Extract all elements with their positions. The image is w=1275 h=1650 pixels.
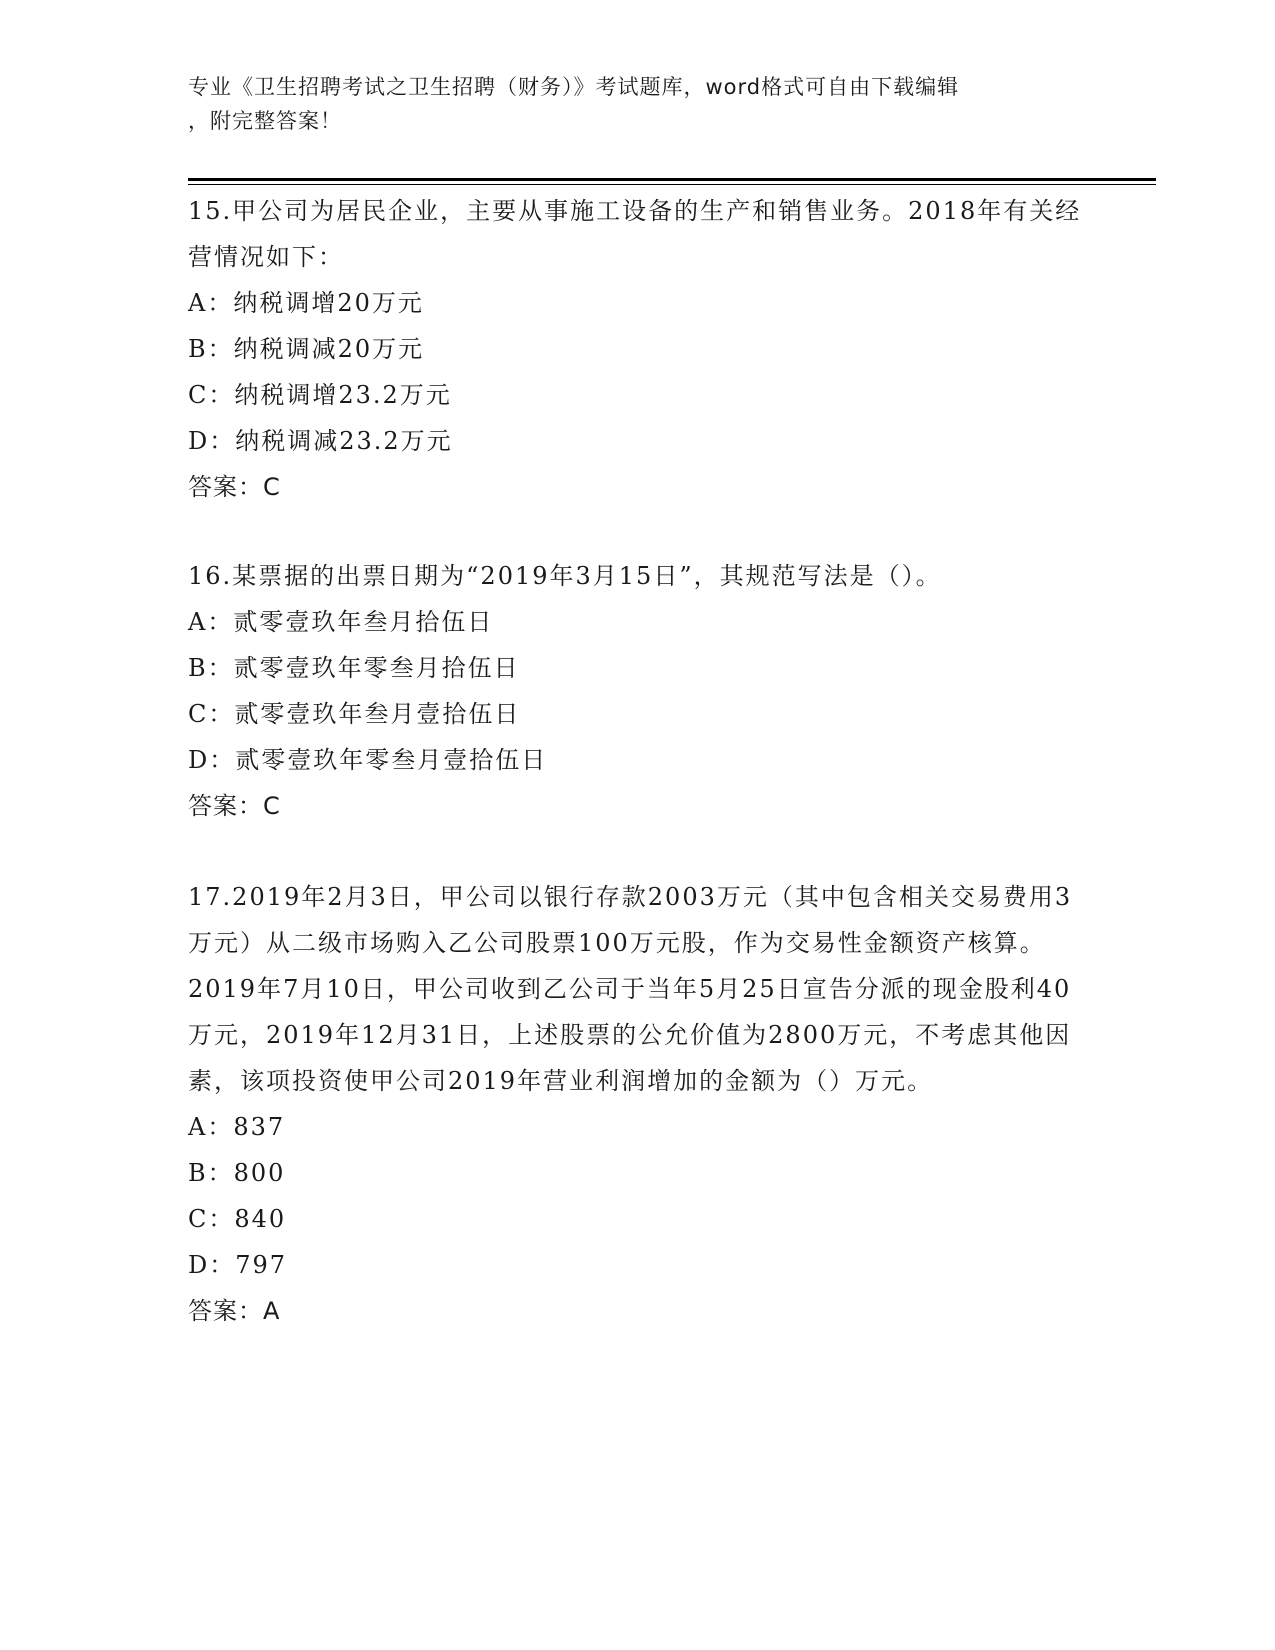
option-b: B：贰零壹玖年零叁月拾伍日 (188, 654, 520, 682)
option-d: D：贰零壹玖年零叁月壹拾伍日 (188, 746, 548, 774)
option-c: C：纳税调增23.2万元 (188, 381, 452, 409)
header-line-1: 专业《卫生招聘考试之卫生招聘（财务）》考试题库，word格式可自由下载编辑 (188, 75, 960, 99)
question-stem: 16.某票据的出票日期为“2019年3月15日”，其规范写法是（）。 (188, 562, 942, 590)
question-16 (188, 553, 1088, 829)
option-c: C：840 (188, 1205, 287, 1233)
question-15 (188, 188, 1088, 510)
answer-line: 答案：C (188, 473, 281, 501)
question-stem: 17.2019年2月3日，甲公司以银行存款2003万元（其中包含相关交易费用3万元）从二级市场购入乙公司股票100万元股，作为交易性金额资产核算。2019年7月10日，甲公司收到乙公司于当年5月25日宣告分派的现金股利40万元，2019年12月31日，上述股票的公允价值为2800万元，不考虑其他因素，该项投资使甲公司2019年营业利润增加的金额为（）万元。 (188, 883, 1073, 1095)
answer-line: 答案：C (188, 792, 281, 820)
document-header (188, 70, 1068, 138)
question-17 (188, 874, 1088, 1334)
option-a: A：纳税调增20万元 (188, 289, 424, 317)
option-a: A：贰零壹玖年叁月拾伍日 (188, 608, 494, 636)
option-d: D：797 (188, 1251, 288, 1279)
option-b: B：800 (188, 1159, 286, 1187)
header-divider-thin (188, 184, 1156, 185)
option-c: C：贰零壹玖年叁月壹拾伍日 (188, 700, 521, 728)
option-b: B：纳税调减20万元 (188, 335, 425, 363)
question-stem: 15.甲公司为居民企业，主要从事施工设备的生产和销售业务。2018年有关经营情况如下： (188, 197, 1082, 271)
header-line-2: ，附完整答案！ (188, 109, 342, 133)
answer-line: 答案：A (188, 1297, 281, 1325)
option-d: D：纳税调减23.2万元 (188, 427, 453, 455)
header-divider-thick (188, 178, 1156, 181)
option-a: A：837 (188, 1113, 286, 1141)
